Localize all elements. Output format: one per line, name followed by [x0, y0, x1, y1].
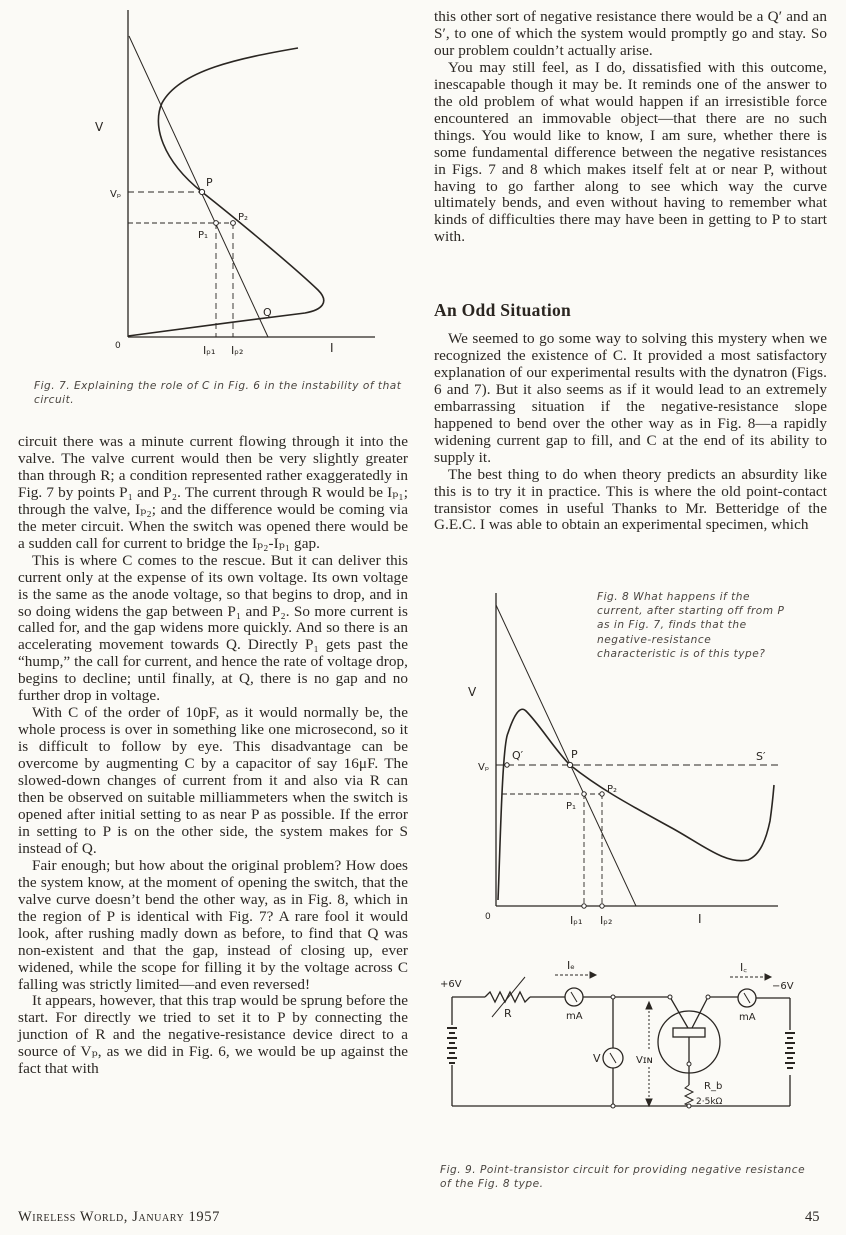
- fig9-minus-supply-label: −6V: [772, 981, 794, 992]
- fig7-point-p2: P₂: [238, 212, 249, 223]
- fig8-y-axis-label: V: [468, 685, 477, 699]
- fig8-ip2-label: Iₚ₂: [600, 914, 613, 927]
- fig9-rb-value: 2·5kΩ: [696, 1097, 723, 1107]
- fig9-resistor-label: R: [504, 1007, 512, 1020]
- fig9-emitter-meter-label: mA: [566, 1011, 583, 1022]
- fig7-point-p1: P₁: [198, 230, 209, 241]
- fig7-ip1-label: Iₚ₁: [203, 344, 216, 357]
- fig8-point-p: P: [571, 748, 578, 761]
- figure-7-caption: Fig. 7. Explaining the role of C in Fig. 6 in the instability of that circuit.: [34, 380, 402, 407]
- fig9-emitter-current-label: Iₑ: [567, 959, 575, 972]
- paragraph: It appears, however, that this trap would be sprung before the start. For directly we tried to set it to P by connecting the junction of R and the negative-resistance device direct to a source of Vₚ, as we did in Fig. 6, we would be up against the fact that with: [18, 992, 408, 1078]
- publication-footer: Wireless World, January 1957: [18, 1209, 220, 1225]
- fig9-plus-supply-label: +6V: [440, 979, 462, 990]
- paragraph: With C of the order of 10pF, as it would normally be, the whole process is over in something like one microsecond, so it is difficult to follow by eye. This disadvantage can be overcome by augmenting C by a capacitor of say 16μF. The slowed-down changes of current from it and also via R can then be observed on suitable milliammeters when the switch is opened after initial setting to as near P as possible. If the error in setting to P is on the other side, the system makes for S instead of Q.: [18, 704, 408, 857]
- fig9-voltmeter-label: V: [593, 1052, 601, 1065]
- fig9-rb-label: R_b: [704, 1081, 723, 1092]
- figure-9-caption: Fig. 9. Point-transistor circuit for providing negative resistance of the Fig. 8 type.: [440, 1164, 806, 1191]
- paragraph: this other sort of negative resistance there would be a Q′ and an S′, to one of which the system would promptly go and stay. So our problem couldn’t actually arise.: [434, 8, 827, 59]
- paragraph: This is where C comes to the rescue. But it can deliver this current only at the expense of its own voltage. Its own voltage is the same as the anode voltage, so that begins to drop, and in so doing widens the gap between P₁ and P₂. So more current is called for, and the gap widens more quickly. And so there is an accelerating movement towards Q. Directly P₁ gets past the “hump,” the call for current, and hence the rate of voltage drop, begins to decline; until finally, at Q, there is no gap and no further drop in voltage.: [18, 551, 408, 705]
- fig8-point-q-prime: Q′: [512, 749, 524, 762]
- paragraph: You may still feel, as I do, dissatisfied with this outcome, inescapable though it may be. It reminds one of the answer to the old problem of what would happen if an irresistible force encountered an immovable object—that there are no such things. You would like to know, I am sure, whether there is some fundamental difference between the negative resistances in Figs. 7 and 8 which makes itself felt at or near P, without having to go farther along to see which way the curve ultimately bends, and even without having to remember what kinds of difficulties there may have been in getting to P to start with.: [434, 58, 827, 246]
- fig8-ip1-label: Iₚ₁: [570, 914, 583, 927]
- fig7-vp-label: Vₚ: [110, 189, 122, 200]
- page-number: 45: [805, 1209, 820, 1225]
- paragraph: circuit there was a minute current flowing through it into the valve. The valve current would then be very slightly greater than through R; a condition represented rather exaggeratedly in Fig. 7 by points P₁ and P₂. The current through R would be Iₚ₁; through the valve, Iₚ₂; and the difference would be coming via the meter circuit. When the switch was opened there would be a sudden call for current to bridge the Iₚ₂-Iₚ₁ gap.: [18, 433, 408, 552]
- fig8-vp-label: Vₚ: [478, 762, 490, 773]
- fig9-collector-current-label: I꜀: [740, 961, 748, 974]
- fig7-point-q: Q: [263, 306, 272, 319]
- fig8-point-p1: P₁: [566, 801, 577, 812]
- section-heading: An Odd Situation: [434, 300, 572, 320]
- paragraph: We seemed to go some way to solving this mystery when we recognized the existence of C. It provided a most satisfactory explanation of our experimental results with the dynatron (Figs. 6 and 7). But it also seems as if it would lead to an extremely embarrassing situation if the negative-resistance slope happened to bend over the other way as in Fig. 8—a rapidly widening current gap to fill, and C at the end of its ability to supply it.: [434, 330, 827, 466]
- fig8-origin-label: 0: [485, 912, 491, 922]
- right-column-text-bottom: [434, 331, 827, 534]
- fig7-point-p: P: [206, 176, 213, 189]
- paragraph: The best thing to do when theory predicts an absurdity like this is to try it in practice. This is where the old point-contact transistor comes in useful Thanks to Mr. Betteridge of the G.E.C. I was able to obtain an experimental specimen, which: [434, 465, 827, 534]
- left-column-text: [18, 434, 408, 1078]
- fig8-point-p2: P₂: [607, 784, 618, 795]
- figure-7-graph: [0, 0, 420, 375]
- fig7-origin-label: 0: [115, 341, 121, 351]
- fig8-x-axis-label: I: [698, 912, 702, 926]
- paragraph: Fair enough; but how about the original problem? How does the system know, at the moment of opening the switch, that the valve curve doesn’t bend the other way, as in Fig. 8, which in the region of P is identical with Fig. 7? A rare fool it would look, after rushing madly down as before, to find that Q was non-existent and that the gap, instead of closing up, ever widened, while the scope for filling it by the voltage across C falling was strictly limited—and even reversed!: [18, 856, 408, 993]
- fig7-x-axis-label: I: [330, 341, 334, 355]
- fig7-y-axis-label: V: [95, 120, 104, 134]
- figure-9-circuit: [430, 955, 846, 1155]
- fig8-point-s-prime: S′: [756, 750, 766, 763]
- fig9-collector-meter-label: mA: [739, 1012, 756, 1023]
- right-column-text-top: [434, 9, 827, 246]
- fig9-vin-label: Vɪɴ: [636, 1055, 653, 1066]
- figure-8-caption: Fig. 8 What happens if the current, after starting off from P as in Fig. 7, finds that the negative-resistance characteristic is of this type?: [597, 591, 785, 660]
- fig7-ip2-label: Iₚ₂: [231, 344, 244, 357]
